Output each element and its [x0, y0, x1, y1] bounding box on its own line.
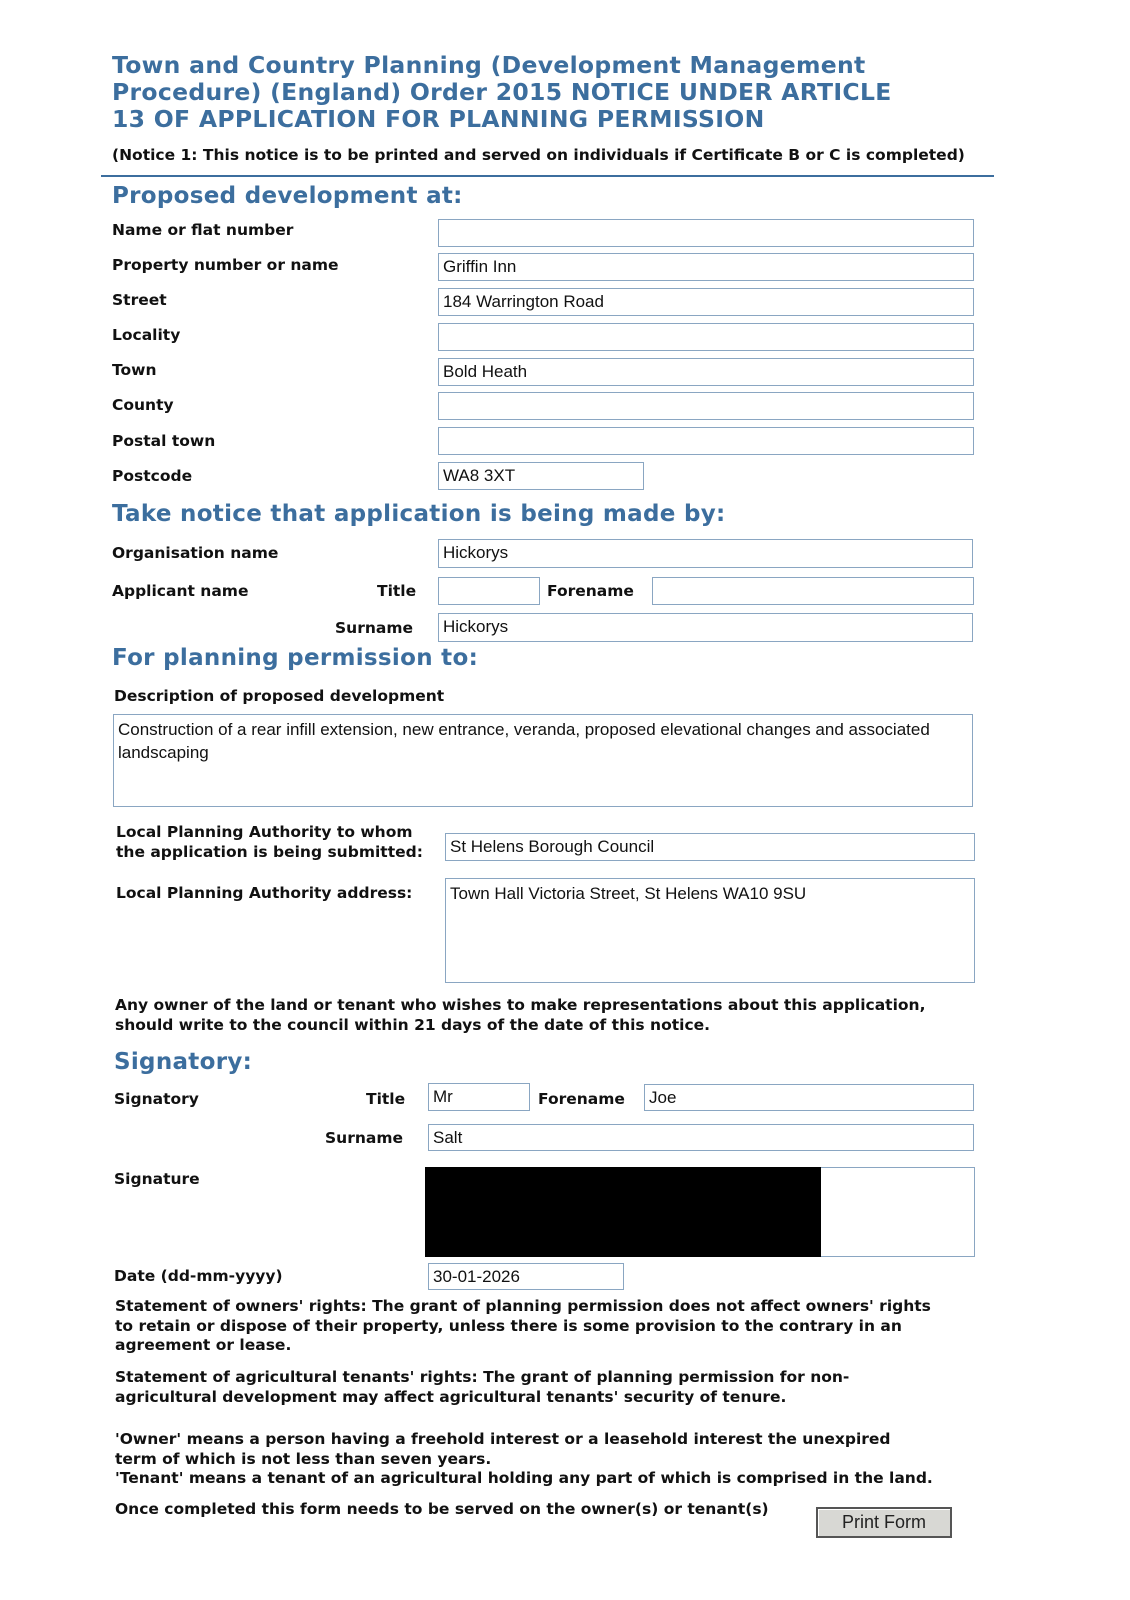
definitions: [115, 1430, 933, 1489]
applicant-title-field[interactable]: [438, 577, 540, 605]
tenant-definition: 'Tenant' means a tenant of an agricultural holding any part of which is comprised in the land.: [115, 1469, 933, 1487]
town-label: Town: [112, 361, 157, 379]
signatory-title-label: Title: [366, 1090, 406, 1108]
owners-rights-line-2: to retain or dispose of their property, unless there is some provision to the contrary in an: [115, 1316, 902, 1335]
org-label: Organisation name: [112, 544, 279, 562]
property-field[interactable]: Griffin Inn: [438, 253, 974, 281]
lpa-label: [116, 823, 423, 862]
signature-redaction: [425, 1167, 821, 1257]
representations-text: [115, 996, 925, 1035]
signatory-label: Signatory: [114, 1090, 199, 1108]
description-field[interactable]: Construction of a rear infill extension, new entrance, veranda, proposed elevational changes and associated landscaping: [113, 714, 973, 807]
permission-heading: For planning permission to:: [112, 645, 479, 671]
header-divider: [101, 175, 994, 177]
tenants-rights-statement: [115, 1368, 849, 1407]
owners-rights-line-1: Statement of owners' rights: The grant of planning permission does not affect owners' rights: [115, 1297, 931, 1315]
signatory-forename-label: Forename: [538, 1090, 625, 1108]
applicant-forename-field[interactable]: [652, 577, 974, 605]
signatory-surname-label: Surname: [325, 1129, 403, 1147]
org-field[interactable]: Hickorys: [438, 539, 973, 568]
postcode-field[interactable]: WA8 3XT: [438, 462, 644, 490]
representations-line-2: should write to the council within 21 days of the date of this notice.: [115, 1015, 711, 1034]
applicant-surname-label: Surname: [335, 619, 413, 637]
owners-rights-line-3: agreement or lease.: [115, 1336, 292, 1354]
town-field[interactable]: Bold Heath: [438, 358, 974, 386]
applicant-heading: Take notice that application is being made by:: [112, 501, 726, 527]
print-form-button[interactable]: Print Form: [816, 1507, 952, 1538]
lpa-address-label: Local Planning Authority address:: [116, 884, 413, 902]
tenants-rights-line-1: Statement of agricultural tenants' rights: The grant of planning permission for non-: [115, 1368, 850, 1386]
representations-line-1: Any owner of the land or tenant who wishes to make representations about this application,: [115, 996, 926, 1014]
site-heading: Proposed development at:: [112, 183, 463, 209]
applicant-forename-label: Forename: [547, 582, 634, 600]
description-label: Description of proposed development: [114, 687, 445, 705]
signature-label: Signature: [114, 1170, 200, 1188]
applicant-name-label: Applicant name: [112, 582, 249, 600]
notice-text: (Notice 1: This notice is to be printed and served on individuals if Certificate B or C is completed): [112, 146, 965, 164]
owners-rights-statement: [115, 1297, 931, 1356]
county-field[interactable]: [438, 392, 974, 420]
lpa-label-line-1: Local Planning Authority to whom: [116, 823, 413, 841]
owner-definition-line-1: 'Owner' means a person having a freehold interest or a leasehold interest the unexpired: [115, 1430, 891, 1448]
lpa-field[interactable]: St Helens Borough Council: [445, 833, 975, 861]
postcode-label: Postcode: [112, 467, 193, 485]
date-label: Date (dd-mm-yyyy): [114, 1267, 283, 1285]
postal-town-label: Postal town: [112, 432, 216, 450]
signatory-forename-field[interactable]: Joe: [644, 1084, 974, 1111]
lpa-label-line-2: the application is being submitted:: [116, 842, 423, 861]
page-title: Town and Country Planning (Development Management Procedure) (England) Order 2015 NOTICE UNDER ARTICLE 13 OF APPLICATION FOR PLANNING PERMISSION: [112, 51, 892, 133]
signatory-heading: Signatory:: [114, 1049, 253, 1075]
postal-town-field[interactable]: [438, 427, 974, 455]
applicant-title-label: Title: [377, 582, 417, 600]
street-field[interactable]: 184 Warrington Road: [438, 288, 974, 316]
served-text: Once completed this form needs to be served on the owner(s) or tenant(s): [115, 1500, 769, 1518]
county-label: County: [112, 396, 174, 414]
applicant-surname-field[interactable]: Hickorys: [438, 613, 973, 642]
lpa-address-field[interactable]: Town Hall Victoria Street, St Helens WA10 9SU: [445, 878, 975, 983]
date-field[interactable]: 30-01-2026: [428, 1263, 624, 1290]
signatory-surname-field[interactable]: Salt: [428, 1124, 974, 1151]
owner-definition-line-2: term of which is not less than seven years.: [115, 1449, 492, 1468]
property-label: Property number or name: [112, 256, 339, 274]
street-label: Street: [112, 291, 167, 309]
tenants-rights-line-2: agricultural development may affect agricultural tenants' security of tenure.: [115, 1387, 787, 1406]
locality-label: Locality: [112, 326, 181, 344]
locality-field[interactable]: [438, 323, 974, 351]
name-field[interactable]: [438, 219, 974, 247]
name-label: Name or flat number: [112, 221, 294, 239]
signatory-title-field[interactable]: Mr: [428, 1083, 530, 1111]
